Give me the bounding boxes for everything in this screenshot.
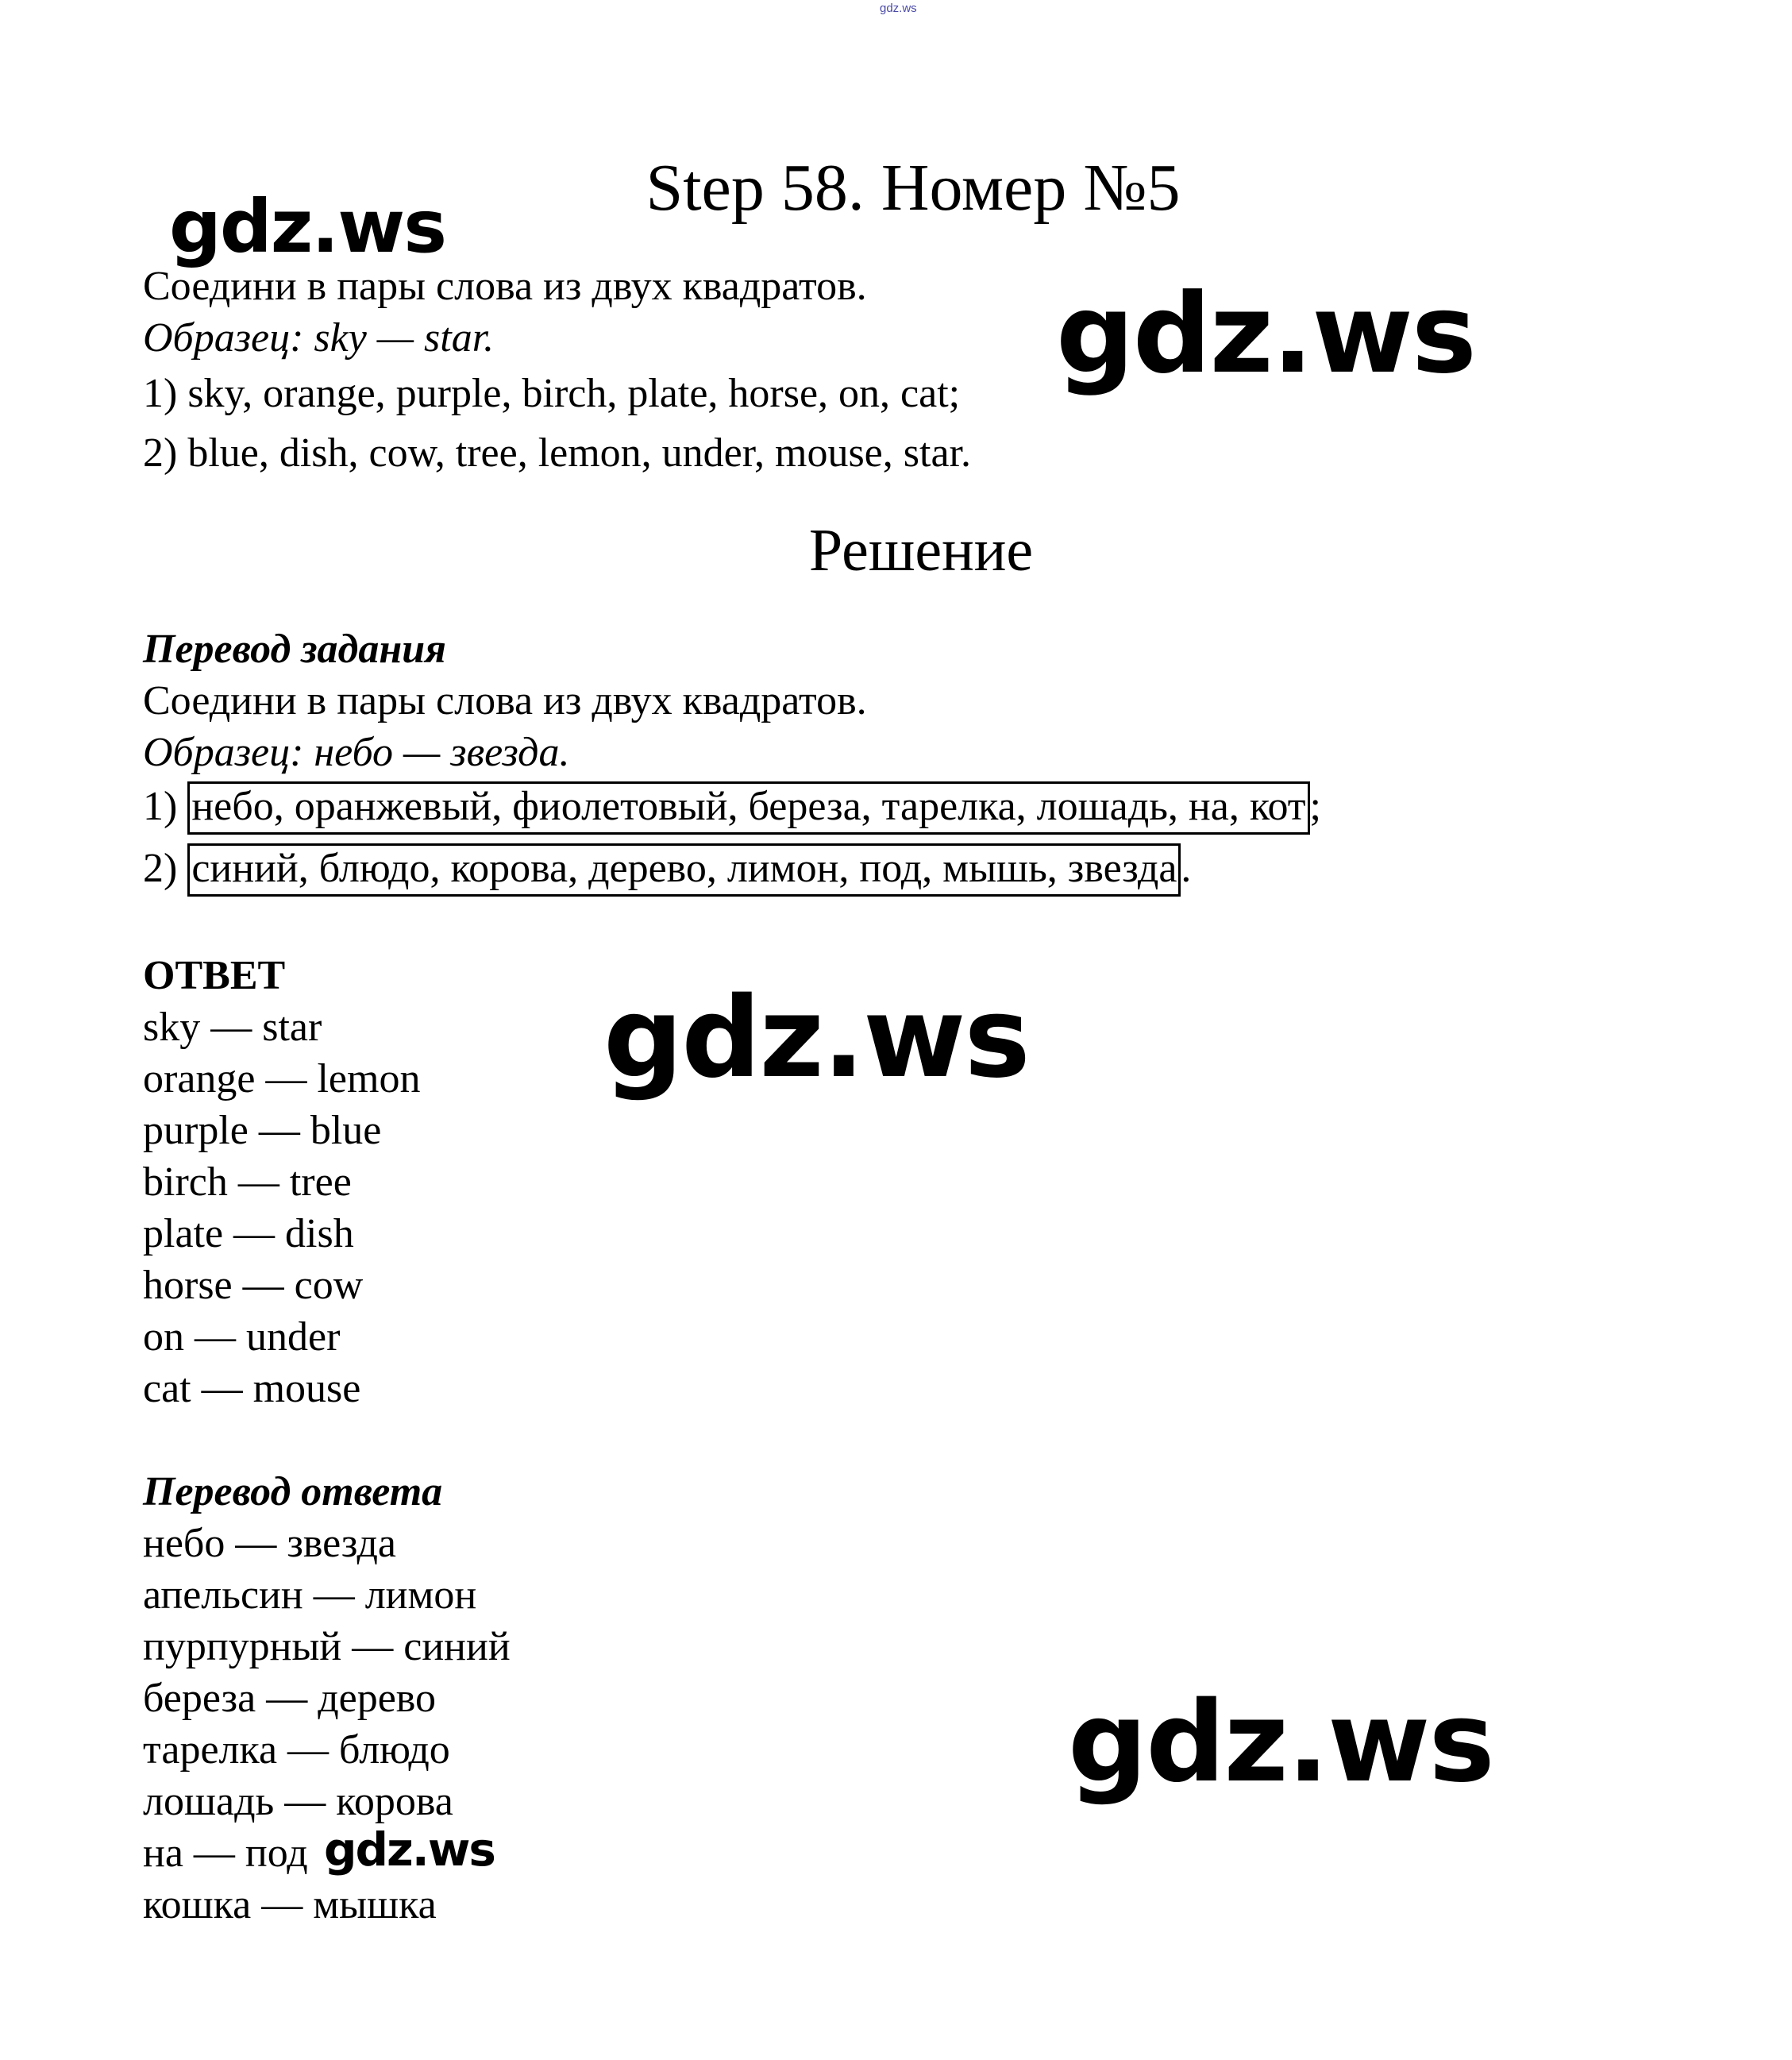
line-2-end: . <box>1181 846 1192 891</box>
answer-pair: cat — mouse <box>143 1366 361 1411</box>
translation-example: Образец: небо — звезда. <box>143 730 570 775</box>
answer-pair: horse — cow <box>143 1263 364 1308</box>
translation-line-1 <box>143 786 1321 827</box>
answer-pair: purple — blue <box>143 1108 382 1153</box>
translation-heading: Перевод задания <box>143 627 446 672</box>
watermark-5: gdz.ws <box>324 1823 495 1877</box>
answer-heading: ОТВЕТ <box>143 953 286 998</box>
watermark-3: gdz.ws <box>603 974 1029 1103</box>
solution-heading: Решение <box>808 517 1034 584</box>
watermark-2: gdz.ws <box>1056 270 1475 398</box>
line-2-number: 2) <box>143 846 178 891</box>
translation-line-2 <box>143 848 1191 889</box>
answer-translation-pair: апельсин — лимон <box>143 1572 477 1618</box>
watermark-4: gdz.ws <box>1068 1678 1493 1807</box>
answer-pair: on — under <box>143 1314 341 1360</box>
answer-translation-pair: лошадь — корова <box>143 1779 453 1824</box>
task-line-2: 2) blue, dish, cow, tree, lemon, under, mouse, star. <box>143 430 971 476</box>
answer-translation-pair: тарелка — блюдо <box>143 1727 450 1773</box>
task-line-1: 1) sky, orange, purple, birch, plate, horse, on, cat; <box>143 371 961 416</box>
line-1-end: ; <box>1309 784 1321 829</box>
answer-pair: sky — star <box>143 1005 322 1050</box>
answer-translation-pair: пурпурный — синий <box>143 1624 511 1669</box>
page-title: Step 58. Номер №5 <box>646 151 1181 225</box>
answer-pair: orange — lemon <box>143 1056 421 1101</box>
answer-translation-pair: кошка — мышка <box>143 1882 437 1927</box>
answer-translation-pair: небо — звезда <box>143 1521 397 1566</box>
task-example: Образец: sky — star. <box>143 315 495 361</box>
task-instruction: Соедини в пары слова из двух квадратов. <box>143 264 867 309</box>
watermark-1: gdz.ws <box>169 184 445 269</box>
answer-translation-pair: береза — дерево <box>143 1676 437 1721</box>
answer-translation-pair: на — под <box>143 1830 308 1876</box>
translation-instruction: Соедини в пары слова из двух квадратов. <box>143 678 867 723</box>
line-1-boxed-words: небо, оранжевый, фиолетовый, береза, тарелка, лошадь, на, кот <box>187 781 1309 835</box>
line-1-number: 1) <box>143 784 178 829</box>
top-source-link[interactable]: gdz.ws <box>880 2 917 15</box>
answer-pair: birch — tree <box>143 1159 352 1205</box>
line-2-boxed-words: синий, блюдо, корова, дерево, лимон, под, мышь, звезда <box>187 843 1181 897</box>
answer-translation-heading: Перевод ответа <box>143 1469 443 1514</box>
answer-pair: plate — dish <box>143 1211 354 1256</box>
